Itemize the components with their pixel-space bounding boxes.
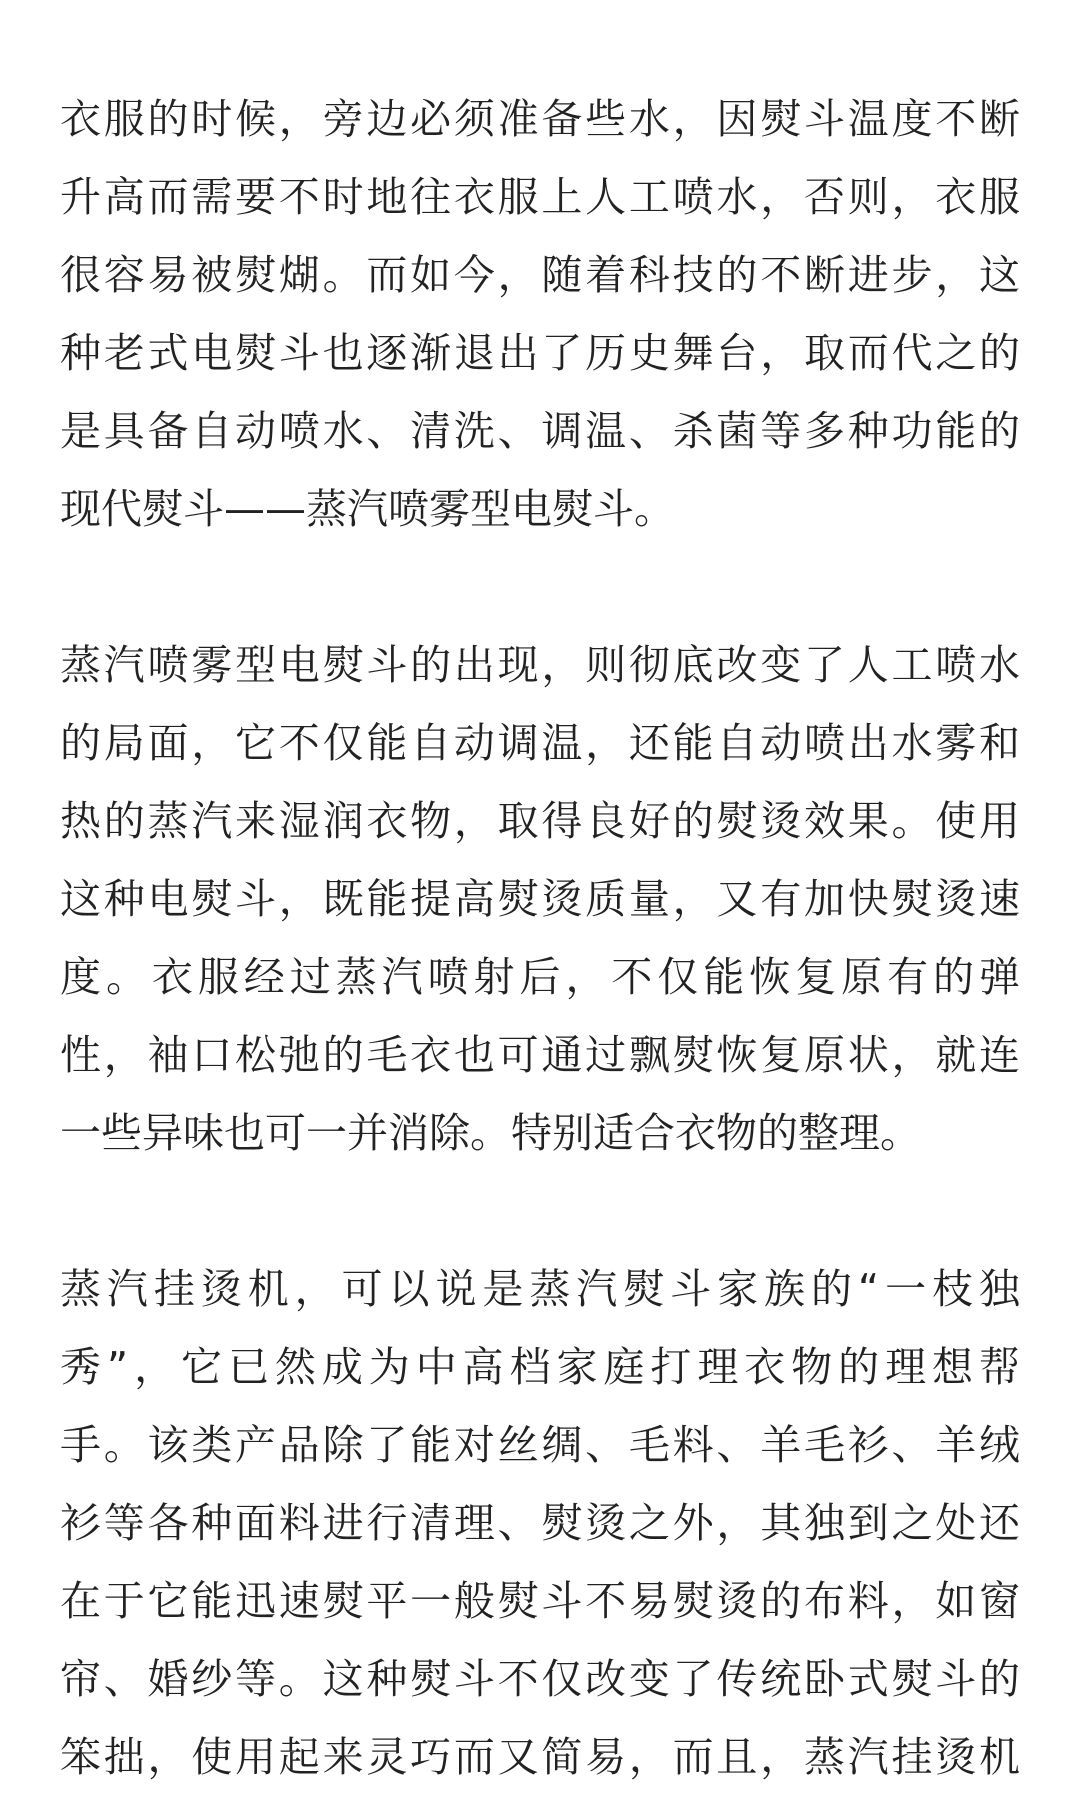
text-line: 蒸汽喷雾型电熨斗的出现，则彻底改变了人工喷水 [60,641,1020,689]
text-line: 的局面，它不仅能自动调温，还能自动喷出水雾和 [60,719,1020,767]
text-line: 热的蒸汽来湿润衣物，取得良好的熨烫效果。使用 [60,797,1020,845]
text-line: 秀”，它已然成为中高档家庭打理衣物的理想帮 [60,1343,1020,1391]
text-line: 种老式电熨斗也逐渐退出了历史舞台，取而代之的 [60,329,1020,377]
text-line: 笨拙，使用起来灵巧而又简易，而且，蒸汽挂烫机 [60,1733,1020,1781]
text-line: 现代熨斗——蒸汽喷雾型电熨斗。 [60,485,675,533]
text-line: 性，袖口松弛的毛衣也可通过飘熨恢复原状，就连 [60,1031,1020,1079]
text-line: 在于它能迅速熨平一般熨斗不易熨烫的布料，如窗 [60,1577,1020,1625]
paragraph-gap [60,1172,1020,1250]
text-line: 一些异味也可一并消除。特别适合衣物的整理。 [60,1109,921,1157]
paragraph-2 [60,626,1020,1172]
paragraph-gap [60,548,1020,626]
text-line: 很容易被熨煳。而如今，随着科技的不断进步，这 [60,251,1020,299]
text-line: 这种电熨斗，既能提高熨烫质量，又有加快熨烫速 [60,875,1020,923]
text-line: 升高而需要不时地往衣服上人工喷水，否则，衣服 [60,173,1020,221]
text-line: 帘、婚纱等。这种熨斗不仅改变了传统卧式熨斗的 [60,1655,1020,1703]
paragraph-3 [60,1250,1020,1796]
text-line: 蒸汽挂烫机，可以说是蒸汽熨斗家族的“一枝独 [60,1265,1020,1313]
text-line: 衫等各种面料进行清理、熨烫之外，其独到之处还 [60,1499,1020,1547]
paragraph-1 [60,80,1020,548]
text-line: 度。衣服经过蒸汽喷射后，不仅能恢复原有的弹 [60,953,1020,1001]
text-line: 衣服的时候，旁边必须准备些水，因熨斗温度不断 [60,95,1020,143]
text-line: 手。该类产品除了能对丝绸、毛料、羊毛衫、羊绒 [60,1421,1020,1469]
text-line: 是具备自动喷水、清洗、调温、杀菌等多种功能的 [60,407,1020,455]
